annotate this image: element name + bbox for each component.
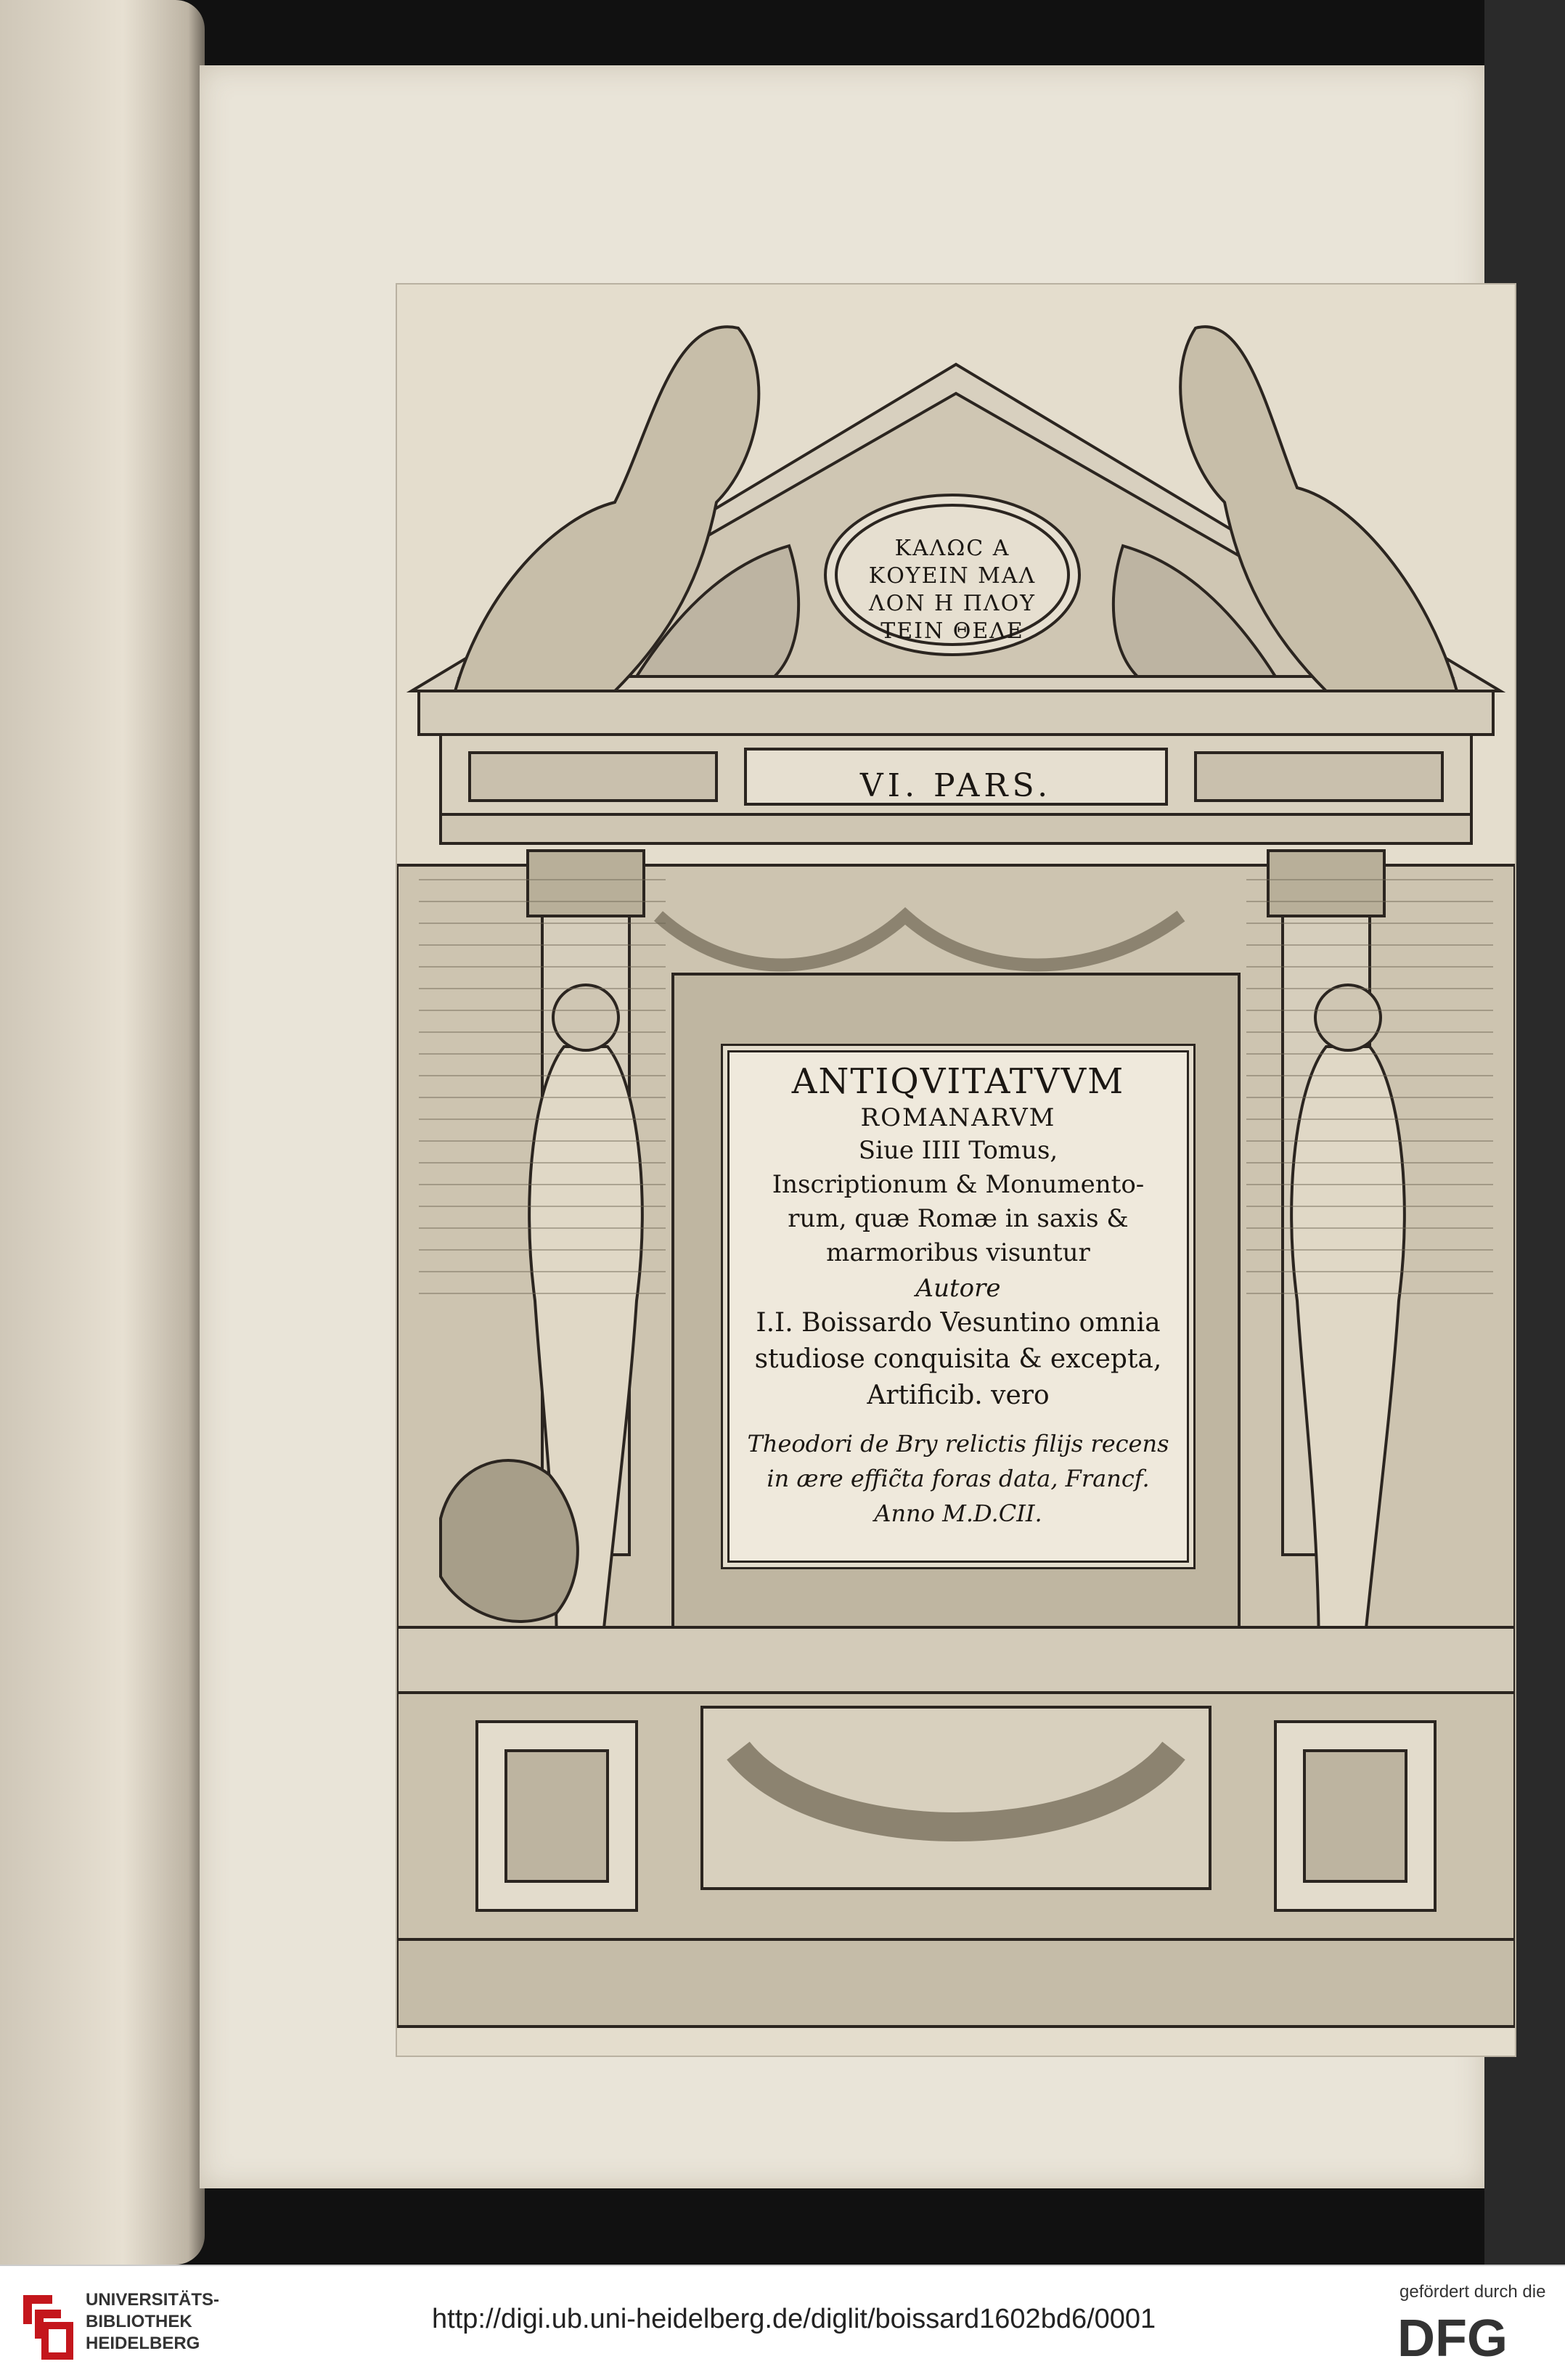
library-logo-icon[interactable] (16, 2281, 74, 2365)
artist-label: Artificib. vero (867, 1381, 1050, 1410)
permalink-url[interactable]: http://digi.ub.uni-heidelberg.de/diglit/boissard1602bd6/0001 (432, 2304, 1156, 2334)
greek-motto (843, 535, 1061, 645)
author-line: I.I. Boissardo Vesuntino omnia (756, 1308, 1161, 1338)
pedestal-base (397, 1627, 1515, 1693)
greek-motto-line: ΛΟΝ Η ΠΛΟΥ (869, 591, 1036, 616)
library-name-line: BIBLIOTHEK (86, 2312, 192, 2331)
title-line: marmoribus visuntur (826, 1238, 1090, 1267)
greek-motto-line: ΚΟΥΕΙΝ ΜΑΛ (868, 563, 1037, 589)
title-line: Siue IIII Tomus, (858, 1136, 1058, 1165)
imprint-line: in ære effic̃ta foras data, Francf. (767, 1465, 1150, 1492)
dfg-logo-text: DFG (1397, 2311, 1508, 2363)
title-line: ROMANARVM (860, 1103, 1056, 1132)
title-tablet (727, 1050, 1189, 1563)
part-label: VI. PARS. (859, 767, 1053, 804)
title-line: Inscriptionum & Monumento- (772, 1170, 1145, 1199)
library-name-line: HEIDELBERG (86, 2334, 200, 2353)
greek-motto-line: ΚΑΛΩϹ Α (894, 536, 1010, 561)
imprint-date: Anno M.D.CII. (874, 1500, 1042, 1527)
engraved-frontispiece (396, 283, 1516, 2057)
library-name-line: UNIVERSITÄTS- (86, 2290, 220, 2310)
left-page-edge (0, 0, 205, 2265)
funded-by-label: gefördert durch die (1399, 2282, 1546, 2302)
author-line: studiose conquisita & excepta, (754, 1344, 1162, 1374)
title-line: ANTIQVITATVVM (791, 1061, 1125, 1102)
dfg-logo-icon[interactable] (1397, 2311, 1546, 2363)
title-page (200, 65, 1484, 2188)
library-name[interactable] (86, 2289, 219, 2355)
title-line: rum, quæ Romæ in saxis & (788, 1204, 1129, 1233)
eagle (441, 1460, 578, 1622)
author-label: Autore (915, 1274, 1001, 1303)
imprint-line: Theodori de Bry relictis filijs recens (747, 1430, 1169, 1457)
viewer-footer (0, 2265, 1565, 2380)
entablature (419, 691, 1493, 735)
greek-motto-line: ΤΕΙΝ ΘΕΛΕ (880, 618, 1024, 644)
